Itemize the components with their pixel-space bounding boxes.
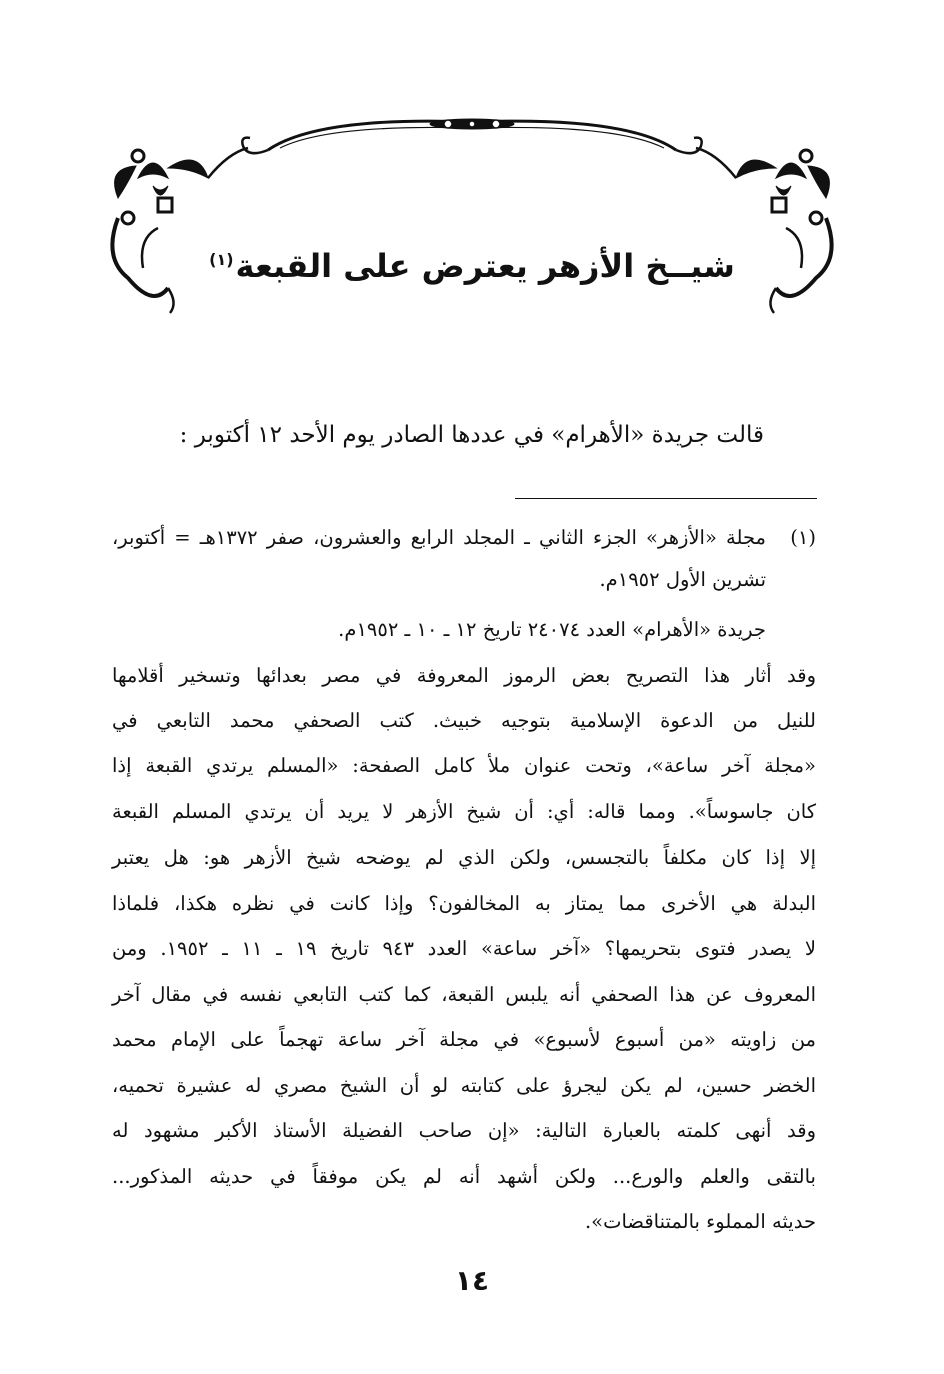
body-line: البدلة هي الأخرى مما يمتاز به المخالفون؟ وإذا كانت في نظره هكذا، فلماذا <box>112 892 816 915</box>
body-line: كان جاسوساً». ومما قاله: أي: أن شيخ الأزهر لا يريد أن يرتدي المسلم القبعة <box>112 800 816 823</box>
body-line: بالتقى والعلم والورع... ولكن أشهد أنه لم يكن موفقاً في حديثه المذكور... <box>112 1165 816 1188</box>
body-line: إلا إذا كان مكلفاً بالتجسس، ولكن الذي لم يوضحه شيخ الأزهر هو: هل يعتبر <box>112 846 816 869</box>
body-line: من زاويته «من أسبوع لأسبوع» في مجلة آخر ساعة تهجماً على الإمام محمد <box>112 1028 816 1051</box>
chapter-title <box>150 238 794 294</box>
body-line: الخضر حسين، لم يكن ليجرؤ على كتابته لو أن الشيخ مصري له عشيرة تحميه، <box>112 1074 816 1097</box>
body-line: «مجلة آخر ساعة»، وتحت عنوان ملأ كامل الصفحة: «المسلم يرتدي القبعة إذا <box>112 754 816 777</box>
footnote-separator <box>515 498 817 499</box>
footnote-number: (١) <box>790 526 816 549</box>
body-line: للنيل من الدعوة الإسلامية بتوجيه خبيث. كتب الصحفي محمد التابعي في <box>112 709 816 732</box>
body-line: وقد أثار هذا التصريح بعض الرموز المعروفة في مصر بعدائها وتسخير أقلامها <box>112 664 816 687</box>
intro-paragraph: قالت جريدة «الأهرام» في عددها الصادر يوم الأحد ١٢ أكتوبر : <box>179 422 764 448</box>
footnote-line: جريدة «الأهرام» العدد ٢٤٠٧٤ تاريخ ١٢ ـ ١٠ ـ ١٩٥٢م. <box>338 618 766 641</box>
title-footnote-marker: (١) <box>209 250 234 269</box>
body-line: وقد أنهى كلمته بالعبارة التالية: «إن صاحب الفضيلة الأستاذ الأكبر مشهود له <box>112 1119 816 1142</box>
body-line: حديثه المملوء بالمتناقضات». <box>584 1210 816 1233</box>
footnote-line: تشرين الأول ١٩٥٢م. <box>599 568 766 591</box>
chapter-title-text: شيــخ الأزهر يعترض على القبعة <box>235 247 735 285</box>
body-line: لا يصدر فتوى بتحريمها؟ «آخر ساعة» العدد ٩٤٣ تاريخ ١٩ ـ ١١ ـ ١٩٥٢. ومن <box>112 937 816 960</box>
body-line: المعروف عن هذا الصحفي أنه يلبس القبعة، كما كتب التابعي نفسه في مقال آخر <box>112 983 816 1006</box>
page-number: ١٤ <box>454 1264 490 1297</box>
footnote-line: مجلة «الأزهر» الجزء الثاني ـ المجلد الرابع والعشرون، صفر ١٣٧٢هـ = أكتوبر، <box>112 526 766 549</box>
